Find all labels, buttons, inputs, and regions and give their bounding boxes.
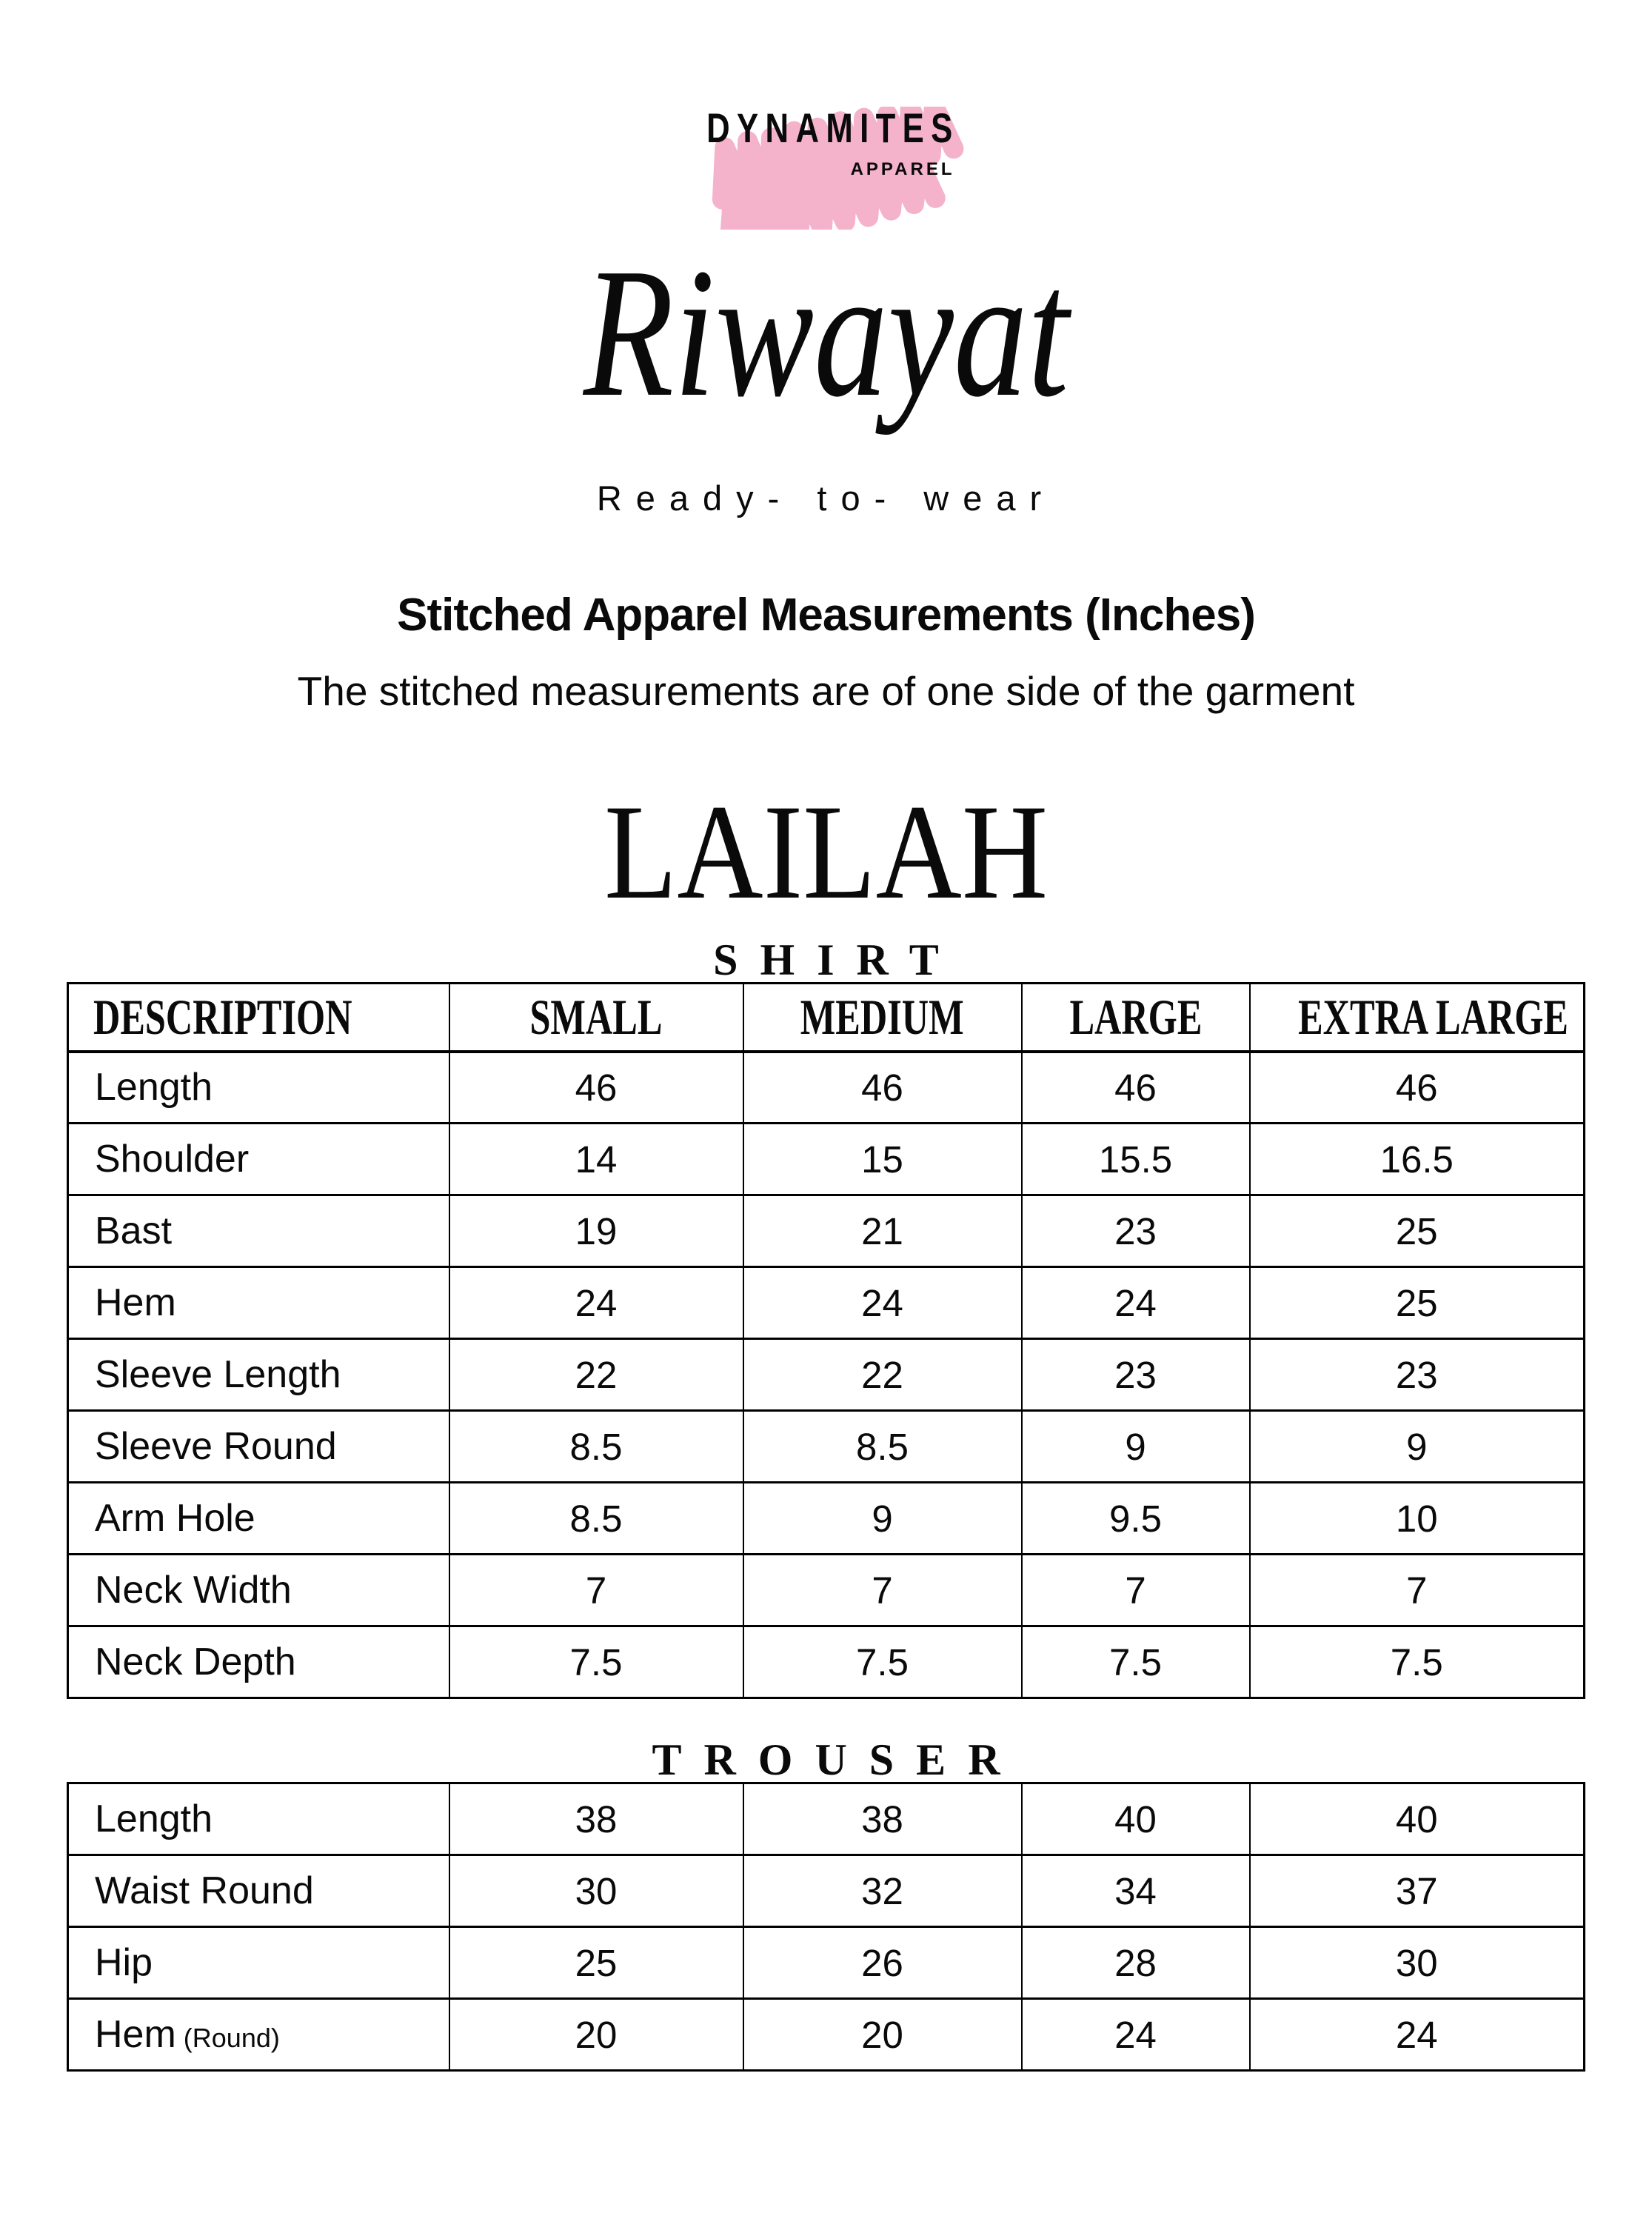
size-value-cell (1022, 1267, 1250, 1339)
size-row (68, 1999, 1585, 2071)
size-value-cell (743, 1999, 1022, 2071)
size-value: 23 (1395, 1353, 1438, 1396)
size-value: 24 (861, 1281, 903, 1324)
row-label-cell (68, 1927, 449, 1999)
size-value-cell (1250, 1411, 1585, 1483)
row-label-cell (68, 1267, 449, 1339)
row-label: Waist Round (95, 1869, 314, 1912)
brand-name (671, 104, 982, 152)
size-value: 20 (861, 2013, 903, 2056)
trouser-rows (68, 1783, 1585, 2071)
col-header-text: DESCRIPTION (93, 988, 352, 1045)
size-value-cell (1022, 1483, 1250, 1555)
size-value: 38 (861, 1798, 903, 1840)
size-value: 7 (1125, 1569, 1146, 1612)
size-value-cell (449, 1855, 743, 1927)
size-value-cell (1250, 1555, 1585, 1626)
size-value-cell (1250, 1124, 1585, 1195)
size-value: 28 (1114, 1941, 1157, 1984)
col-header-medium (743, 984, 1022, 1052)
size-value-cell (1022, 1555, 1250, 1626)
row-label-cell (68, 1411, 449, 1483)
product-name-text: LAILAH (603, 776, 1049, 927)
size-value-cell (449, 1339, 743, 1411)
row-label: Length (95, 1066, 213, 1109)
size-value: 22 (861, 1353, 903, 1396)
size-value-cell (743, 1626, 1022, 1698)
row-label-cell (68, 1555, 449, 1626)
size-value: 7.5 (1390, 1640, 1443, 1683)
size-value: 30 (575, 1869, 618, 1912)
size-value: 34 (1114, 1869, 1157, 1912)
product-header (0, 776, 1652, 984)
size-value: 9.5 (1109, 1497, 1162, 1540)
size-value-cell (1250, 1052, 1585, 1124)
size-value-cell (743, 1483, 1022, 1555)
size-value-cell (1022, 1783, 1250, 1855)
size-value: 9 (1406, 1425, 1428, 1468)
size-value: 8.5 (569, 1425, 623, 1468)
col-header-extra-large (1250, 984, 1585, 1052)
row-label: Hip (95, 1941, 153, 1984)
size-value-cell (449, 1555, 743, 1626)
row-label: Length (95, 1798, 213, 1840)
size-value-cell (449, 1052, 743, 1124)
size-value: 40 (1114, 1798, 1157, 1840)
row-label: Sleeve Length (95, 1353, 341, 1396)
size-value-cell (1022, 1052, 1250, 1124)
size-value-cell (1250, 1339, 1585, 1411)
measurements-heading (0, 590, 1652, 714)
size-value-cell (1022, 1855, 1250, 1927)
size-value: 23 (1114, 1209, 1157, 1252)
size-value: 15.5 (1098, 1138, 1173, 1181)
size-value: 25 (1395, 1209, 1438, 1252)
size-value: 19 (575, 1209, 618, 1252)
measurements-title: Stitched Apparel Measurements (Inches) (397, 590, 1255, 641)
size-value-cell (1022, 1927, 1250, 1999)
size-row (68, 1052, 1585, 1124)
collection-tagline: Ready- to- wear (596, 478, 1056, 518)
size-row (68, 1927, 1585, 1999)
row-label-cell (68, 1855, 449, 1927)
size-value-cell (1250, 1626, 1585, 1698)
size-value-cell (449, 1927, 743, 1999)
size-value-cell (743, 1555, 1022, 1626)
size-value-cell (1250, 1855, 1585, 1927)
size-value-cell (449, 1267, 743, 1339)
size-value: 38 (575, 1798, 618, 1840)
size-value-cell (1250, 1999, 1585, 2071)
collection-script-title (0, 230, 1652, 435)
size-value: 9 (1125, 1425, 1146, 1468)
row-label-cell (68, 1483, 449, 1555)
size-value-cell (449, 1783, 743, 1855)
row-label-cell (68, 1783, 449, 1855)
size-value-cell (1250, 1783, 1585, 1855)
brand-name-text: DYNAMITES (706, 104, 960, 151)
size-value: 15 (861, 1138, 903, 1181)
row-label-cell (68, 1626, 449, 1698)
size-value: 24 (1395, 2013, 1438, 2056)
brand-logo (0, 0, 1652, 233)
size-value-cell (743, 1411, 1022, 1483)
header-row (68, 984, 1585, 1052)
size-value: 25 (1395, 1281, 1438, 1324)
size-value: 7 (872, 1569, 893, 1612)
size-value-cell (1022, 1411, 1250, 1483)
size-row (68, 1267, 1585, 1339)
col-header-text: MEDIUM (800, 988, 964, 1045)
size-value-cell (449, 1483, 743, 1555)
size-value-cell (1250, 1927, 1585, 1999)
size-value-cell (743, 1339, 1022, 1411)
size-value: 7 (1406, 1569, 1428, 1612)
row-label: Shoulder (95, 1138, 250, 1181)
row-label: Neck Width (95, 1569, 292, 1612)
size-value-cell (1250, 1483, 1585, 1555)
size-value: 7.5 (569, 1640, 623, 1683)
size-value-cell (1022, 1339, 1250, 1411)
collection-header (0, 230, 1652, 518)
size-value: 46 (575, 1066, 618, 1109)
size-table-header (68, 984, 1585, 1052)
trouser-size-table (67, 1782, 1585, 2072)
row-label: Arm Hole (95, 1497, 255, 1540)
row-label: Neck Depth (95, 1640, 296, 1683)
size-value-cell (1250, 1195, 1585, 1267)
size-value: 20 (575, 2013, 618, 2056)
size-value-cell (743, 1195, 1022, 1267)
size-value-cell (743, 1052, 1022, 1124)
size-row (68, 1626, 1585, 1698)
size-value-cell (743, 1124, 1022, 1195)
size-value: 7.5 (1109, 1640, 1162, 1683)
size-row (68, 1483, 1585, 1555)
size-value-cell (1022, 1626, 1250, 1698)
logo-wrap (671, 104, 982, 233)
size-row (68, 1339, 1585, 1411)
row-label-cell (68, 1195, 449, 1267)
size-value-cell (449, 1999, 743, 2071)
size-value: 32 (861, 1869, 903, 1912)
row-label-cell (68, 1999, 449, 2071)
row-label-note: (Round) (183, 2023, 280, 2053)
size-value: 14 (575, 1138, 618, 1181)
row-label-cell (68, 1052, 449, 1124)
shirt-size-table (67, 982, 1585, 1699)
size-value: 30 (1395, 1941, 1438, 1984)
size-row (68, 1555, 1585, 1626)
row-label-cell (68, 1339, 449, 1411)
size-value-cell (1022, 1195, 1250, 1267)
shirt-rows (68, 1052, 1585, 1698)
size-value-cell (449, 1626, 743, 1698)
size-value: 26 (861, 1941, 903, 1984)
col-header-text: SMALL (529, 988, 663, 1045)
size-value: 40 (1395, 1798, 1438, 1840)
size-row (68, 1783, 1585, 1855)
col-header-description (68, 984, 449, 1052)
size-value: 25 (575, 1941, 618, 1984)
size-value: 37 (1395, 1869, 1438, 1912)
size-value-cell (449, 1195, 743, 1267)
size-row (68, 1411, 1585, 1483)
size-value: 24 (1114, 2013, 1157, 2056)
row-label-cell (68, 1124, 449, 1195)
row-label: Hem (95, 1281, 176, 1324)
brand-subtitle: APPAREL (850, 159, 955, 179)
size-value-cell (743, 1855, 1022, 1927)
section-label-trouser: TROUSER (652, 1735, 1023, 1784)
size-row (68, 1195, 1585, 1267)
size-value: 46 (861, 1066, 903, 1109)
row-label: Bast (95, 1209, 173, 1252)
size-value-cell (449, 1124, 743, 1195)
size-value: 24 (575, 1281, 618, 1324)
size-row (68, 1124, 1585, 1195)
size-value-cell (1022, 1124, 1250, 1195)
size-value: 21 (861, 1209, 903, 1252)
size-value: 16.5 (1380, 1138, 1454, 1181)
measurements-subtitle: The stitched measurements are of one side of the garment (297, 668, 1355, 714)
size-value: 22 (575, 1353, 618, 1396)
size-value-cell (1022, 1999, 1250, 2071)
size-value: 46 (1114, 1066, 1157, 1109)
size-row (68, 1855, 1585, 1927)
size-value: 7.5 (856, 1640, 909, 1683)
size-value-cell (743, 1927, 1022, 1999)
row-label: Sleeve Round (95, 1425, 337, 1468)
size-value-cell (449, 1411, 743, 1483)
row-label: Hem (95, 2013, 176, 2056)
size-value-cell (1250, 1267, 1585, 1339)
size-value: 7 (585, 1569, 607, 1612)
size-value: 46 (1395, 1066, 1438, 1109)
section-label-shirt: SHIRT (713, 935, 961, 984)
product-name (0, 776, 1652, 927)
size-value: 8.5 (569, 1497, 623, 1540)
size-value: 24 (1114, 1281, 1157, 1324)
size-value-cell (743, 1783, 1022, 1855)
col-header-small (449, 984, 743, 1052)
size-value: 9 (872, 1497, 893, 1540)
size-value: 23 (1114, 1353, 1157, 1396)
col-header-text: LARGE (1069, 988, 1202, 1045)
size-value-cell (743, 1267, 1022, 1339)
size-value: 8.5 (856, 1425, 909, 1468)
col-header-text: EXTRA LARGE (1297, 988, 1568, 1045)
col-header-large (1022, 984, 1250, 1052)
collection-script-text: Riwayat (583, 230, 1069, 435)
size-value: 10 (1395, 1497, 1438, 1540)
